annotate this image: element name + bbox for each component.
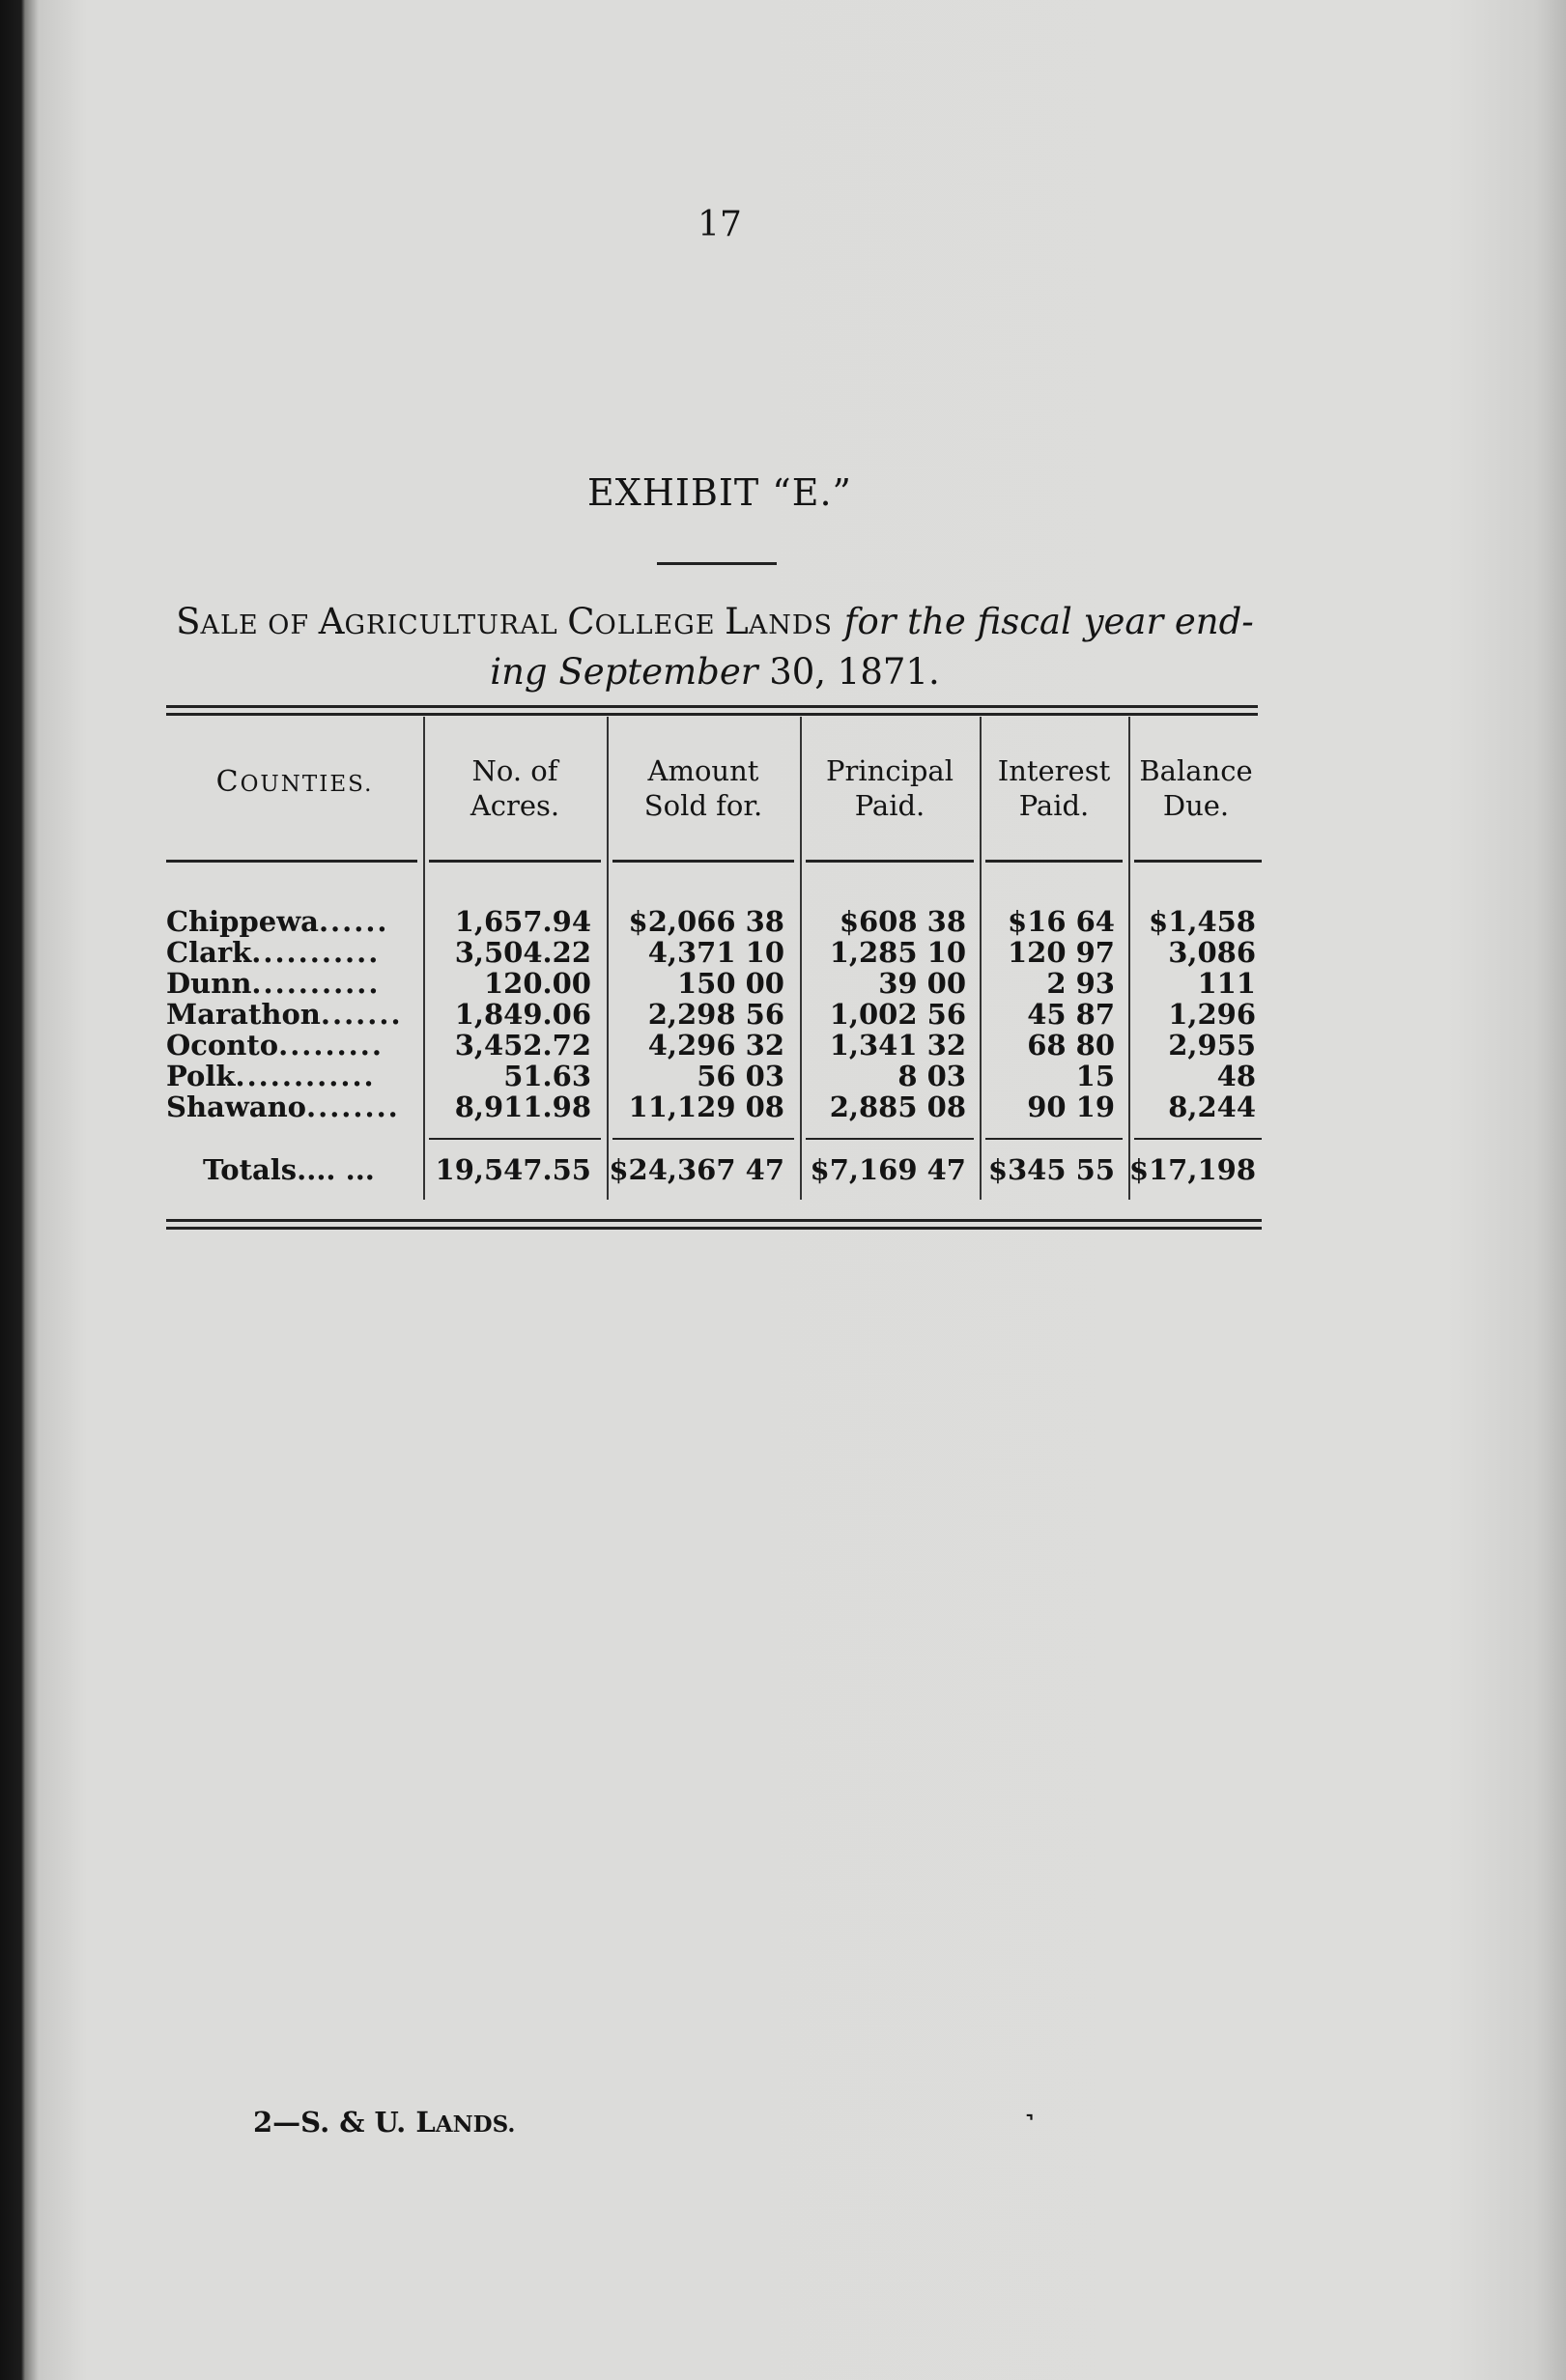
county-cell bbox=[166, 999, 419, 1030]
county-name: Chippewa bbox=[166, 906, 319, 937]
subtitle-rest-4: ANDS bbox=[748, 610, 833, 640]
leader-dots: ........... bbox=[251, 937, 381, 968]
header-balance-line2: Due. bbox=[1162, 789, 1230, 822]
principal-cell: 8 03 bbox=[897, 1060, 966, 1092]
interest-cell: 90 19 bbox=[1027, 1091, 1115, 1123]
amount-cell: 4,296 32 bbox=[647, 1029, 784, 1062]
table-row bbox=[166, 906, 1264, 937]
header-acres-line1: No. of bbox=[471, 754, 558, 787]
balance-cell: 1,296 bbox=[1168, 998, 1256, 1031]
balance-cell: 8,244 bbox=[1168, 1091, 1256, 1123]
subtitle-rest-2: GRICULTURAL bbox=[344, 610, 568, 640]
interest-cell: 68 80 bbox=[1027, 1029, 1115, 1062]
acres-cell: 51.63 bbox=[503, 1060, 591, 1092]
table-top-rule-2 bbox=[166, 713, 1258, 716]
table-bottom-rule-2 bbox=[166, 1227, 1262, 1230]
header-acres-line2: Acres. bbox=[470, 789, 560, 822]
totals-rule bbox=[1134, 1138, 1262, 1140]
interest-cell: 2 93 bbox=[1046, 967, 1115, 1000]
subtitle-rest-1: ALE OF bbox=[200, 610, 319, 640]
totals-amount: $24,367 47 bbox=[609, 1153, 784, 1186]
amount-cell: 4,371 10 bbox=[647, 936, 784, 969]
header-interest-line1: Interest bbox=[997, 754, 1111, 787]
totals-rule bbox=[985, 1138, 1123, 1140]
interest-cell: $16 64 bbox=[1008, 905, 1115, 938]
header-amount bbox=[607, 753, 800, 823]
table-top-rule bbox=[166, 705, 1258, 708]
totals-principal: $7,169 47 bbox=[810, 1153, 966, 1186]
principal-cell: 2,885 08 bbox=[829, 1091, 966, 1123]
stray-mark: ˺ bbox=[1024, 2106, 1036, 2144]
county-cell bbox=[166, 968, 419, 999]
amount-cell: 56 03 bbox=[697, 1060, 784, 1092]
header-principal bbox=[800, 753, 980, 823]
header-balance bbox=[1128, 753, 1264, 823]
county-name: Marathon bbox=[166, 999, 321, 1030]
subtitle-italic-2: ing September bbox=[490, 651, 758, 693]
interest-cell: 15 bbox=[1075, 1060, 1115, 1092]
acres-cell: 8,911.98 bbox=[454, 1091, 591, 1123]
principal-cell: 1,341 32 bbox=[829, 1029, 966, 1062]
amount-cell: 2,298 56 bbox=[647, 998, 784, 1031]
header-interest bbox=[980, 753, 1128, 823]
header-interest-line2: Paid. bbox=[1018, 789, 1090, 822]
interest-cell: 45 87 bbox=[1027, 998, 1115, 1031]
county-cell bbox=[166, 937, 419, 968]
principal-cell: 1,002 56 bbox=[829, 998, 966, 1031]
leader-dots: ........... bbox=[251, 968, 381, 999]
subtitle-cap-4: L bbox=[725, 601, 749, 642]
header-counties-rest: OUNTIES. bbox=[240, 772, 374, 797]
header-rule bbox=[166, 860, 417, 863]
county-cell bbox=[166, 1030, 419, 1061]
county-name: Clark bbox=[166, 937, 252, 968]
principal-cell: 1,285 10 bbox=[829, 936, 966, 969]
leader-dots: ......... bbox=[278, 1030, 384, 1061]
balance-cell: $1,458 bbox=[1149, 905, 1256, 938]
leader-dots: ............ bbox=[235, 1061, 376, 1091]
header-rule bbox=[612, 860, 794, 863]
amount-cell: $2,066 38 bbox=[628, 905, 784, 938]
totals-rule bbox=[612, 1138, 794, 1140]
table-row bbox=[166, 1061, 1264, 1091]
signature-prefix: 2—S. & U. L bbox=[253, 2106, 436, 2139]
leader-dots: ........ bbox=[306, 1091, 400, 1122]
subtitle-italic-1: for the fiscal year end- bbox=[843, 601, 1254, 642]
subtitle-rest-3: OLLEGE bbox=[594, 610, 726, 640]
totals-balance: $17,198 bbox=[1128, 1153, 1256, 1186]
balance-cell: 48 bbox=[1216, 1060, 1256, 1092]
header-amount-line1: Amount bbox=[647, 754, 759, 787]
principal-cell: $608 38 bbox=[839, 905, 966, 938]
sales-table bbox=[166, 705, 1264, 1236]
county-cell bbox=[166, 1061, 419, 1091]
county-name: Polk bbox=[166, 1061, 236, 1091]
county-name: Oconto bbox=[166, 1030, 279, 1061]
county-cell bbox=[166, 1091, 419, 1122]
header-principal-line1: Principal bbox=[826, 754, 954, 787]
page-number: 17 bbox=[698, 205, 742, 244]
subtitle-cap-1: S bbox=[176, 601, 201, 642]
balance-cell: 2,955 bbox=[1168, 1029, 1256, 1062]
subtitle-date: 30, 1871. bbox=[769, 651, 940, 693]
header-rule bbox=[985, 860, 1123, 863]
header-balance-line1: Balance bbox=[1139, 754, 1253, 787]
header-counties bbox=[166, 765, 423, 802]
exhibit-title: EXHIBIT “E.” bbox=[587, 471, 852, 514]
acres-cell: 3,452.72 bbox=[454, 1029, 591, 1062]
table-row bbox=[166, 937, 1264, 968]
balance-cell: 3,086 bbox=[1168, 936, 1256, 969]
amount-cell: 150 00 bbox=[677, 967, 784, 1000]
acres-cell: 120.00 bbox=[484, 967, 591, 1000]
header-counties-cap: C bbox=[215, 765, 241, 799]
signature-small-caps: ANDS. bbox=[435, 2111, 516, 2138]
acres-cell: 3,504.22 bbox=[454, 936, 591, 969]
table-row bbox=[166, 999, 1264, 1030]
title-rule bbox=[657, 562, 777, 565]
signature-line bbox=[253, 2106, 515, 2139]
county-cell bbox=[166, 906, 419, 937]
table-subtitle bbox=[164, 599, 1266, 695]
interest-cell: 120 97 bbox=[1008, 936, 1115, 969]
header-rule bbox=[806, 860, 974, 863]
subtitle-cap-2: A bbox=[318, 601, 345, 642]
totals-rule bbox=[806, 1138, 974, 1140]
totals-rule bbox=[429, 1138, 601, 1140]
acres-cell: 1,657.94 bbox=[454, 905, 591, 938]
table-row bbox=[166, 1030, 1264, 1061]
header-principal-line2: Paid. bbox=[854, 789, 925, 822]
acres-cell: 1,849.06 bbox=[454, 998, 591, 1031]
leader-dots: ....... bbox=[320, 999, 403, 1030]
subtitle-cap-3: C bbox=[567, 601, 595, 642]
leader-dots: ...... bbox=[318, 906, 389, 937]
county-name: Dunn bbox=[166, 968, 252, 999]
balance-cell: 111 bbox=[1197, 967, 1256, 1000]
table-bottom-rule bbox=[166, 1219, 1262, 1222]
amount-cell: 11,129 08 bbox=[628, 1091, 784, 1123]
principal-cell: 39 00 bbox=[878, 967, 966, 1000]
table-row bbox=[166, 968, 1264, 999]
county-name: Shawano bbox=[166, 1091, 306, 1122]
totals-interest: $345 55 bbox=[987, 1153, 1115, 1186]
totals-row bbox=[166, 1153, 1264, 1186]
header-rule bbox=[429, 860, 601, 863]
table-row bbox=[166, 1091, 1264, 1122]
header-acres bbox=[423, 753, 607, 823]
totals-acres: 19,547.55 bbox=[435, 1153, 591, 1186]
header-rule bbox=[1134, 860, 1262, 863]
totals-label: Totals.... ... bbox=[203, 1153, 375, 1186]
header-amount-line2: Sold for. bbox=[643, 789, 763, 822]
